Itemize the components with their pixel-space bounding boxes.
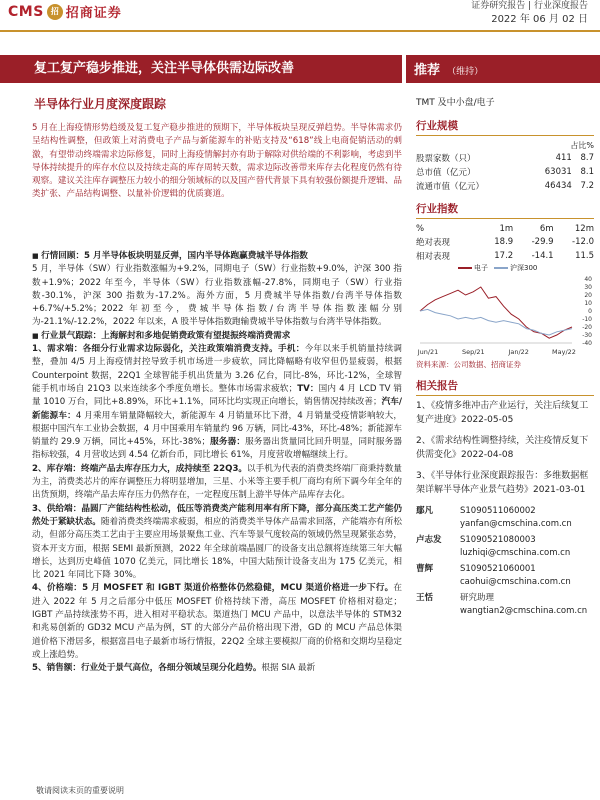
perf-row	[416, 235, 594, 249]
perf-table	[416, 223, 594, 263]
server-lead: 服务器：	[210, 437, 246, 448]
industry-label: TMT 及中小盘/电子	[416, 98, 495, 108]
x-tick-label: Jan/22	[508, 348, 529, 356]
scale-row	[416, 165, 594, 179]
x-tick-label: Jun/21	[417, 348, 439, 356]
section-supply	[32, 503, 402, 583]
series-line-1	[420, 309, 572, 335]
inventory-head: 2、库存端：终端产品去库存压力大，成持续至 22Q3。	[32, 463, 248, 474]
scale-cell-pct: 8.1	[580, 167, 594, 177]
server-text: 服务器出货量同比回升明显，同时服务器指标较强，4 月营收达到 4.54 亿新台币，同比增长 61%，月度营收增幅继续上行。	[32, 437, 402, 461]
scale-cell-label: 股票家数（只）	[416, 154, 476, 164]
chart-source: 资料来源：公司数据、招商证券	[416, 360, 521, 369]
summary-paragraph: 5 月在上海疫情形势趋缓及复工复产稳步推进的预期下，半导体板块呈现反弹趋势。半导体需求仍呈结构性调整，但政策上对消费电子产品与新能源车的补贴支持及“618”线上电商促销活动的刺激，有望带动终端需求边际修复，同时上海疫情解封亦有助于解除对供给端的不利影响，考虑到半导体持续提升的库存水位以及持续走高的库存周转天数，需求边际改善带来库存去化程度仍然有待观察。建议关注库存调整压力较小的细分领域标的以及国产替代背景下具有较强份额提升逻辑、品类扩张、产品结构调整、以量补价逻辑的优质赛道。	[32, 123, 402, 200]
scale-cell-value: 63031	[544, 167, 572, 177]
scale-cell-label: 流通市值（亿元）	[416, 182, 485, 192]
price-text: 在进入 2022 年 5 月之后部分中低压 MOSFET 价格持续下滑，高压 MOSFET 价格相对稳定；IGBT 产品持续涨势不再，进入相对平稳状态。渠道热门 MCU 产品中，以意法半导体的 STM32 和兆易创新的 GD32 MCU 产品为例，ST 的大部分产品价格出现下滑，GD 的 MCU 产品总体渠道价格下滑居多，根据富昌电子最新市场行情报，22Q2 全球主要模拟厂商的价格和交期均呈稳定或上涨趋势。	[32, 583, 402, 660]
report-type: 证券研究报告 | 行业深度报告	[471, 1, 588, 11]
analyst-card	[416, 563, 594, 588]
report-subtitle: 半导体行业月度深度跟踪	[34, 97, 167, 111]
x-tick-label: May/22	[552, 348, 576, 356]
y-tick-label: -20	[582, 324, 592, 331]
y-tick-label: 20	[584, 292, 592, 299]
analyst-name: 鄢凡	[416, 506, 434, 516]
related-reports	[416, 400, 594, 497]
related-title: 相关报告	[416, 378, 594, 396]
perf-cell-label: 相对表现	[416, 252, 451, 262]
supply-head: 3、供给端：晶圆厂产能结构性松动，低压等消费类产能利用率有所下降，部分高压类工艺产能仍然处于紧缺状态。	[32, 503, 402, 527]
perf-cell-m12: 11.5	[575, 251, 594, 261]
sales-text: 根据 SIA 最新	[261, 663, 316, 674]
perf-row	[416, 249, 594, 263]
demand-head: 1、需求端：各细分行业需求边际弱化，关注政策端消费支持。	[32, 344, 278, 355]
section-market-review-head: ■ 行情回顾：5 月半导体板块明显反弹，国内半导体跑赢费城半导体指数	[32, 250, 402, 263]
related-report-item[interactable]: 2、《需求结构性调整持续，关注疫情反复下供需变化》2022-04-08	[416, 436, 589, 460]
y-tick-label: 30	[584, 284, 592, 291]
logo-name-text: 招商证券	[65, 6, 122, 21]
series-line-0	[420, 287, 572, 338]
perf-head-cell: %	[416, 224, 425, 234]
analyst-card	[416, 505, 594, 530]
perf-cell-m1: 17.2	[494, 251, 514, 261]
report-body	[32, 250, 402, 676]
price-head: 4、价格端：5 月 MOSFET 和 IGBT 渠道价格整体仍然稳健，MCU 渠道价格进一步下行。	[32, 583, 394, 594]
scale-pct-head: 占比%	[570, 141, 594, 150]
analyst-card	[416, 534, 594, 559]
supply-text: 随着消费类终端需求疲弱，相应的消费类半导体产品需求回落，产能端亦有所松动，但部分高压类工艺由于主要应用场景聚焦工业、汽车等景气度较高的领域仍然呈现紧张态势，资本开支方面，根据 SEMI 最新预测，2022 年全球前端晶圆厂的设备支出总额将连续第三年大幅增长，达到历史峰值 1070 亿美元，同比增长 18%，中国大陆预计设备支出为 175 亿美元，相比 2021 年同比下降 30%。	[32, 516, 402, 581]
analyst-email[interactable]: wangtian2@cmschina.com.cn	[460, 605, 588, 616]
analyst-card	[416, 592, 594, 617]
y-tick-label: 0	[588, 308, 592, 315]
x-tick-label: Sep/21	[461, 348, 485, 356]
y-tick-label: 40	[584, 276, 592, 283]
report-title: 复工复产稳步推进，关注半导体供需边际改善	[0, 55, 402, 83]
analyst-name: 王恬	[416, 593, 434, 603]
perf-head-cell: 6m	[539, 224, 554, 234]
scale-table	[416, 151, 594, 193]
scale-row	[416, 179, 594, 193]
logo-cms-text: CMS	[8, 3, 44, 20]
sidebar	[416, 95, 594, 621]
scale-title: 行业规模	[416, 118, 594, 136]
legend-item-hs300: 沪深300	[494, 263, 537, 273]
phone-text: 今年以来手机销量持续调整，叠加 4/5 月上海疫情封控导致手机市场进一步疲软，同比降幅略有收窄但仍显疲弱，根据 Counterpoint 数据，22Q1 全球智能手机出货量为 3.26 亿台，同比-8%，环比-12%，全球智能手机市场自 21Q3 以来连续多个季度负增长。整体市场需求疲软；	[32, 344, 402, 394]
sales-head: 5、销售额：行业处于景气高位，各细分领域呈现分化趋势。	[32, 663, 262, 674]
section-price	[32, 582, 402, 662]
y-tick-label: -30	[582, 332, 592, 339]
phone-lead: 手机：	[277, 344, 305, 355]
car-lead: 汽车/新能源车：	[32, 397, 403, 421]
y-tick-label: -40	[582, 340, 592, 347]
scale-cell-value: 411	[555, 153, 572, 163]
scale-row	[416, 151, 594, 165]
analyst-email[interactable]: luzhiqi@cmschina.com.cn	[460, 547, 571, 558]
perf-title: 行业指数	[416, 201, 594, 219]
section-sales	[32, 662, 402, 675]
perf-head-cell: 1m	[499, 224, 514, 234]
analyst-code: 研究助理	[460, 593, 495, 603]
analyst-name: 曹辉	[416, 564, 434, 574]
tv-lead: TV：	[297, 383, 319, 394]
recommendation-label: 推荐	[414, 63, 441, 78]
perf-head-cell: 12m	[574, 224, 594, 234]
index-chart-svg	[416, 275, 594, 357]
chart-legend	[458, 263, 594, 273]
header-divider	[0, 30, 600, 32]
y-tick-label: 10	[584, 300, 592, 307]
analyst-code: S1090511060002	[460, 506, 536, 516]
scale-cell-label: 总市值（亿元）	[416, 168, 476, 178]
scale-cell-value: 46434	[544, 181, 572, 191]
tv-text: 国内 4 月 LCD TV 销量 1010 万台，同比+8.89%，环比+1.1%，同环比均实现正向增长，销售情况持续改善；	[32, 383, 402, 408]
scale-cell-pct: 7.2	[580, 181, 594, 191]
perf-cell-m6: -14.1	[531, 251, 554, 261]
car-text: 4 月乘用车销量降幅较大，新能源车 4 月销量环比下滑，4 月销量受疫情影响较大，根据中国汽车工业协会数据，4 月中国乘用车销量约 96 万辆，同比-43%，环比-48%；新能源车销量约 29.9 万辆，同比+45%，环比-38%；	[32, 410, 402, 448]
analyst-code: S1090521060001	[460, 564, 536, 574]
analyst-email[interactable]: yanfan@cmschina.com.cn	[460, 518, 572, 529]
analyst-code: S1090521080003	[460, 535, 536, 545]
footer-note: 敬请阅读末页的重要说明	[36, 786, 124, 795]
related-report-item[interactable]: 3、《半导体行业深度跟踪报告：多维数据框架详解半导体产业景气趋势》2021-03-01	[416, 471, 589, 495]
section-market-review: 5 月，半导体（SW）行业指数涨幅为+9.2%，同期电子（SW）行业指数+9.0%，沪深 300 指数+1.9%；2022 年至今，半导体（SW）行业指数涨幅-27.8%，同期电子（SW）行业指数-30.1%，沪深 300 指数为-17.2%。海外方面，5 月费城半导体指数/台湾半导体指数+6.7%/+5.2%；2022 年初至今，费城半导体指数/台湾半导体指数涨幅分别为-21.1%/-12.2%，2022 年以来，A 股半导体指数跑输费城半导体指数与台湾半导体指数。	[32, 264, 402, 328]
perf-cell-m6: -29.9	[531, 237, 554, 247]
scale-cell-pct: 8.7	[580, 153, 594, 163]
perf-cell-m1: 18.9	[494, 237, 514, 247]
brand-logo	[8, 2, 122, 21]
header-meta	[471, 0, 588, 26]
y-tick-label: -10	[582, 316, 592, 323]
related-report-item[interactable]: 1、《疫情多维冲击产业运行，关注后续复工复产进度》2022-05-05	[416, 401, 589, 425]
recommendation-badge	[406, 55, 600, 83]
perf-cell-m12: -12.0	[572, 237, 594, 247]
section-industry-head: ■ 行业景气跟踪：上海解封和多地促销费政策有望提振终端消费需求	[32, 330, 402, 343]
section-inventory	[32, 463, 402, 503]
perf-cell-label: 绝对表现	[416, 238, 451, 248]
section-demand	[32, 343, 402, 463]
index-chart	[416, 275, 594, 357]
inventory-text: 以手机为代表的消费类终端厂商秉持数量为主，消费类芯片的库存调整压力将明显增加，三星、小米等主要手机厂商均有所下调今年全年的出货预期，终端产品去库存压力仍然存在，一定程度压制上游半导体产品库存去化。	[32, 463, 402, 501]
analyst-email[interactable]: caohui@cmschina.com.cn	[460, 576, 571, 587]
report-date: 2022 年 06 月 02 日	[491, 14, 588, 25]
recommendation-sub: （维持）	[447, 67, 484, 77]
analyst-name: 卢志发	[416, 535, 442, 545]
logo-mark-icon: 招	[47, 4, 63, 20]
legend-item-electronics: 电子	[458, 263, 488, 273]
analysts	[416, 505, 594, 617]
